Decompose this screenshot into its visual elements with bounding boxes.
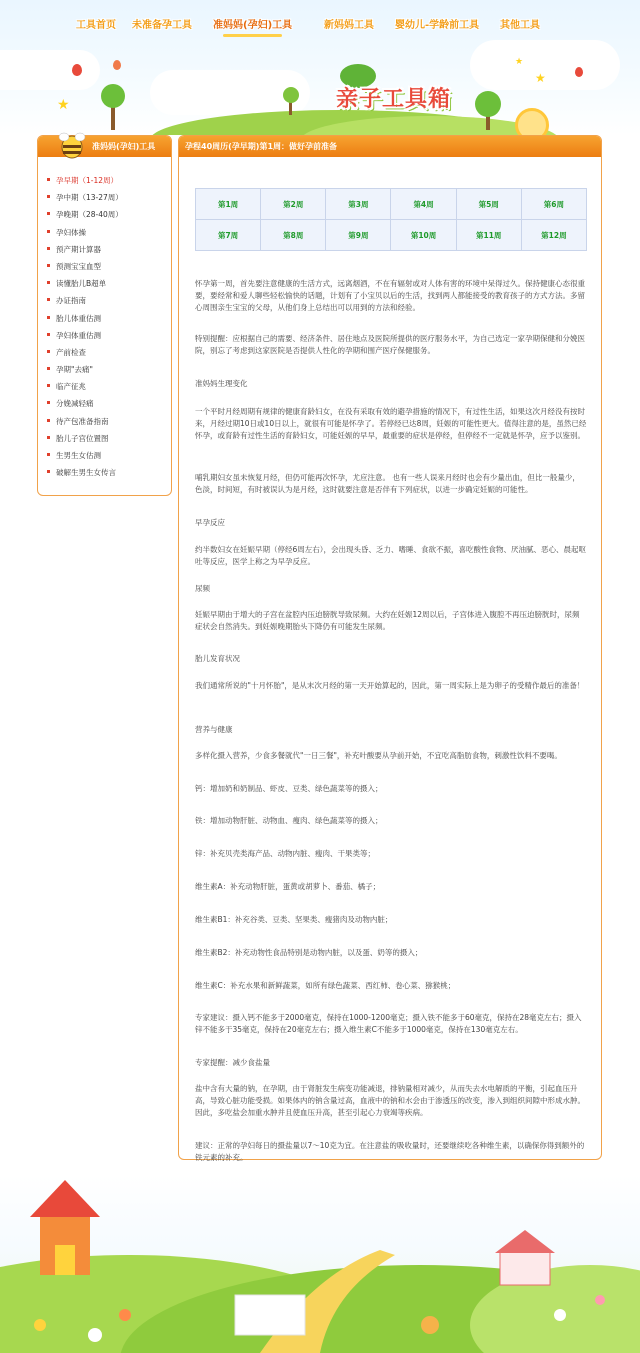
week-link[interactable]: 第9周 [326,220,391,251]
page-header [0,0,640,135]
bee-mascot-icon [58,130,86,160]
star-icon: ★ [535,71,546,85]
sidebar-item-pain-relief[interactable]: 孕期"去痛" [38,364,171,381]
main-content [178,135,602,1160]
article-subheading: 胎儿发育状况 [195,654,240,663]
article-paragraph: 怀孕第一周，首先要注意健康的生活方式，远离烟酒，不在有辐射或对人体有害的环境中呆得过久。保持健康心态很重要，要经常和爱人聊些轻松愉快的话题，计划有了小宝贝以后的生活，找到两人都能接受的教育孩子的方式方法。多留心周围亲生宝宝的父母，从他们身上总结出可以用到的方法和经验。 [195,279,585,312]
star-icon: ★ [515,57,524,67]
sidebar-item-labor-signs[interactable]: 临产征兆 [38,381,171,398]
top-nav [70,16,590,36]
main-header [179,136,601,157]
nav-item-other[interactable]: 其他工具 [500,20,540,31]
sun-icon [515,108,549,135]
sidebar-item-early-pregnancy[interactable]: 孕早期（1-12周） [38,175,171,192]
cloud-decoration [0,50,100,90]
article-paragraph: 一个平时月经周期有规律的健康育龄妇女，在没有采取有效的避孕措施的情况下，有过性生活，如果这次月经没有按时来，月经过期10日或10日以上，就很有可能是怀孕了。若停经已达8周，妊娠的可能性更大。值得注意的是，虽然已经怀孕，或育龄有过性生活的育龄妇女，可能妊娠的早早，最重要的症状是停经，但停经不一定就是怀孕，应予以鉴别。 [195,407,587,440]
nav-item-new-mom[interactable]: 新妈妈工具 [324,20,374,31]
tree-icon [280,85,302,115]
article-paragraph: 盐中含有大量的钠，在孕期，由于肾脏发生病变功能减退，排钠量相对减少，从而失去水电解质的平衡，引起血压升高，导致心脏功能受损。如果体内的钠含量过高，血液中的钠和水会由于渗透压的改变，渗入到组织间隙中形成水肿。因此，多吃盐会加重水肿并且使血压升高，甚至引起心力衰竭等疾病。 [195,1084,585,1117]
sidebar-item-delivery-pain[interactable]: 分娩减轻痛 [38,398,171,415]
week-link[interactable]: 第10周 [391,220,456,251]
nav-item-pre-pregnancy[interactable]: 未准备孕工具 [132,20,192,31]
sidebar-item-fetal-position[interactable]: 胎儿子宫位置图 [38,433,171,450]
page-title: 孕程40周历(孕早期)第1周：做好孕前准备 [185,142,338,151]
balloon-icon [575,67,583,77]
sidebar-item-due-date-calculator[interactable]: 预产期计算器 [38,244,171,261]
tree-icon [470,90,506,130]
balloon-icon [113,60,121,70]
meadow-illustration [0,1175,640,1353]
week-link[interactable]: 第4周 [391,189,456,220]
article-paragraph: 特别提醒：应根据自己的需要、经济条件、居住地点及医院所提供的医疗服务水平，为自己选定一家孕期保健和分娩医院，别忘了考虑到这家医院是否提供人性化的孕期和围产医疗保健服务。 [195,334,585,355]
article-paragraph: 我们通常所说的"十月怀胎"，是从末次月经的第一天开始算起的，因此，第一周实际上是为卵子的受精作最后的准备！ [195,681,585,690]
week-selector-grid [195,188,587,251]
article-subheading: 准妈妈生理变化 [195,379,248,388]
article-paragraph: 锌：补充贝壳类海产品、动物内脏、瘦肉、干果类等； [195,849,375,858]
article-paragraph: 多样化摄入营养，少食多餐就代"一日三餐"，补充叶酸要从孕前开始，不宜吃高脂肪食物，刺激性饮料不要喝。 [195,751,562,760]
article-paragraph: 建议：正常的孕妇每日的摄盐量以7～10克为宜。在注意盐的吸收量时，还要继续吃各种维生素，以确保你得到额外的铁元素的补充。 [195,1141,585,1162]
sidebar-item-gender-estimate[interactable]: 生男生女估测 [38,450,171,467]
sidebar-menu [38,175,171,484]
article-subheading: 专家提醒：减少食盐量 [195,1058,270,1067]
week-link[interactable]: 第8周 [261,220,326,251]
nav-item-tools-home[interactable]: 工具首页 [76,20,116,31]
sidebar-item-hospital-bag[interactable]: 待产包准备指南 [38,416,171,433]
article-subheading: 尿频 [195,584,210,593]
star-icon: ★ [57,97,70,113]
sidebar-item-pregnancy-exercise[interactable]: 孕妇体操 [38,227,171,244]
week-link[interactable]: 第6周 [521,189,586,220]
sidebar-item-blood-type-predictor[interactable]: 预测宝宝血型 [38,261,171,278]
week-link[interactable]: 第7周 [196,220,261,251]
sidebar-item-gender-myths[interactable]: 破解生男生女传言 [38,467,171,484]
week-link[interactable]: 第3周 [326,189,391,220]
week-link[interactable]: 第11周 [456,220,521,251]
balloon-icon [72,64,82,76]
article-subheading: 营养与健康 [195,725,233,734]
sidebar-title: 准妈妈(孕妇)工具 [92,142,156,151]
article-paragraph: 铁：增加动物肝脏、动物血、瘦肉、绿色蔬菜等的摄入； [195,816,383,825]
sidebar-item-late-pregnancy[interactable]: 孕晚期（28-40周） [38,209,171,226]
sidebar-header [38,136,171,157]
footer-illustration [0,1175,640,1353]
sidebar-item-maternal-weight[interactable]: 孕妇体重估测 [38,330,171,347]
tree-icon [98,80,128,130]
week-link[interactable]: 第1周 [196,189,261,220]
sidebar-item-prenatal-checkup[interactable]: 产前检查 [38,347,171,364]
week-link[interactable]: 第2周 [261,189,326,220]
brand-title: 亲子工具箱 [336,87,452,112]
sidebar-item-permit-guide[interactable]: 办证指南 [38,295,171,312]
nav-item-infant-preschool[interactable]: 婴幼儿-学龄前工具 [395,20,480,31]
article-paragraph: 维生素B2：补充动物性食品特别是动物内脏，以及蛋、奶等的摄入； [195,948,423,957]
article-paragraph: 维生素A：补充动物肝脏，蛋黄或胡萝卜、番茄、橘子； [195,882,381,891]
nav-item-pregnancy[interactable]: 准妈妈(孕妇)工具 [213,16,292,31]
week-link[interactable]: 第5周 [456,189,521,220]
article-paragraph: 妊娠早期由于增大的子宫在盆腔内压迫膀胱导致尿频。大约在妊娠12周以后，子宫体进入腹腔不再压迫膀胱时，尿频症状会自然消失。到妊娠晚期胎头下降仍有可能发生尿频。 [195,610,580,631]
article-paragraph: 维生素C：补充水果和新鲜蔬菜，如所有绿色蔬菜、西红柿、卷心菜、猕猴桃； [195,981,456,990]
article-paragraph: 专家建议：摄入钙不能多于2000毫克，保持在1000-1200毫克；摄入铁不能多于60毫克，保持在28毫克左右；摄入锌不能多于35毫克，保持在20毫克左右；摄入维生素C不能多于1000毫克，保持在130毫克左右。 [195,1013,582,1034]
article-paragraph: 约半数妇女在妊娠早期（停经6周左右），会出现头昏、乏力、嗜睡、食欲不振，喜吃酸性食物、厌油腻、恶心、晨起呕吐等反应，医学上称之为早孕反应。 [195,545,587,566]
sidebar-item-ultrasound-guide[interactable]: 读懂胎儿B超单 [38,278,171,295]
article-paragraph: 维生素B1：补充谷类、豆类、坚果类、瘦猪肉及动物内脏； [195,915,393,924]
sidebar-item-fetal-weight[interactable]: 胎儿体重估测 [38,313,171,330]
week-link[interactable]: 第12周 [521,220,586,251]
sidebar [37,135,172,496]
article-subheading: 早孕反应 [195,518,225,527]
article-paragraph: 哺乳期妇女虽未恢复月经，但仍可能再次怀孕，尤应注意。 也有一些人误来月经时也会有少量出血，但比一般量少，色淡，时间短，有时被误认为是月经，这时就要注意是否伴有下列症状，以进一步确定妊娠的可能性。 [195,473,580,494]
article-paragraph: 钙：增加奶和奶制品、虾皮、豆类、绿色蔬菜等的摄入； [195,784,383,793]
sidebar-item-mid-pregnancy[interactable]: 孕中期（13-27周） [38,192,171,209]
